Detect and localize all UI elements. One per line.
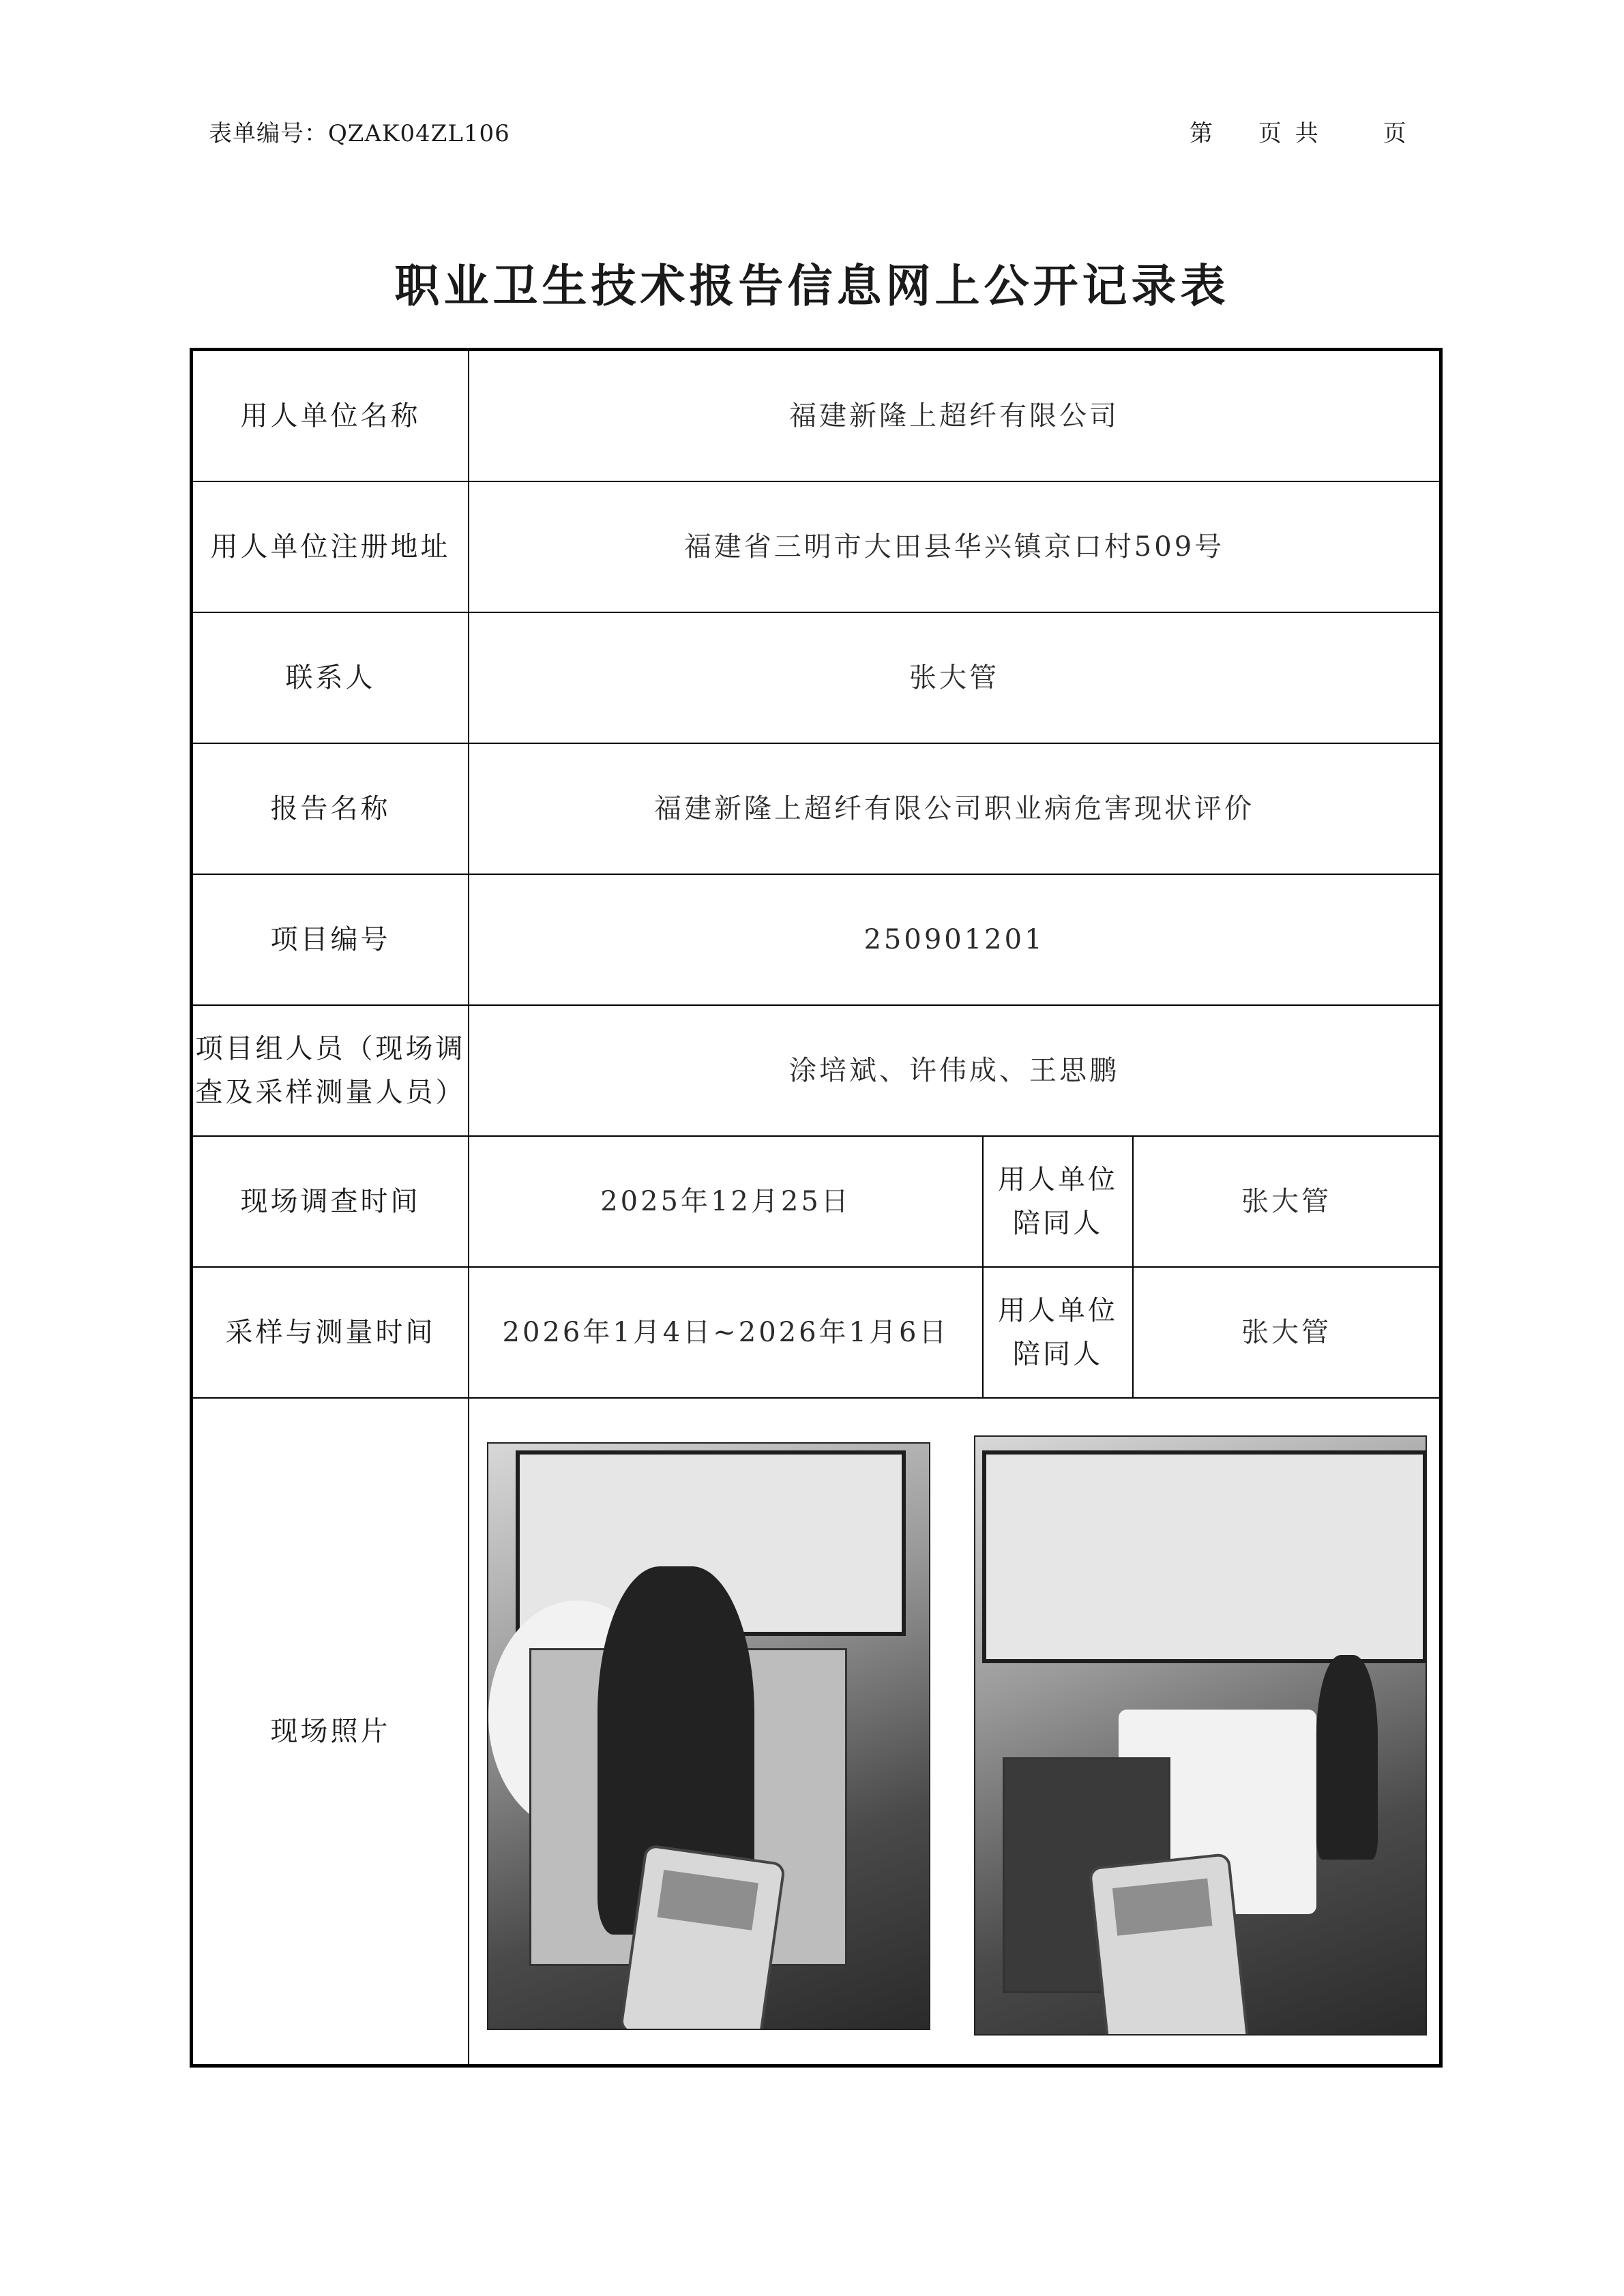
photo1-meter-screen — [658, 1870, 758, 1930]
value-report-name: 福建新隆上超纤有限公司职业病危害现状评价 — [654, 793, 1254, 824]
label-survey-accomp-line2: 陪同人 — [1013, 1208, 1103, 1239]
photo2-worker — [1316, 1655, 1378, 1860]
row-team — [193, 1006, 1439, 1137]
label-sampling-accomp-line2: 陪同人 — [1013, 1339, 1103, 1370]
photo1-sound-meter — [619, 1844, 786, 2030]
label-company-name: 用人单位名称 — [193, 351, 469, 481]
row-survey-time — [193, 1137, 1439, 1268]
label-survey-accomp-line1: 用人单位 — [998, 1164, 1118, 1195]
page-title: 职业卫生技术报告信息网上公开记录表 — [394, 260, 1230, 312]
label-team-line2: 查及采样测量人员） — [195, 1077, 466, 1108]
row-address — [193, 482, 1439, 613]
row-sampling-time — [193, 1268, 1439, 1399]
photo2-meter-screen — [1112, 1878, 1213, 1935]
value-survey-time: 2025年12月25日 — [469, 1137, 984, 1266]
value-contact: 张大管 — [909, 662, 999, 694]
value-sampling-time: 2026年1月4日~2026年1月6日 — [469, 1268, 984, 1397]
row-contact — [193, 613, 1439, 744]
photos-cell — [469, 1399, 1439, 2064]
label-contact: 联系人 — [193, 613, 469, 743]
label-address: 用人单位注册地址 — [193, 482, 469, 612]
label-sampling-time: 采样与测量时间 — [193, 1268, 469, 1397]
photo2-sound-meter — [1089, 1853, 1250, 2036]
label-team — [193, 1006, 469, 1135]
photo2-window — [982, 1450, 1427, 1663]
page-ye-gong: 页共 — [1258, 120, 1332, 147]
site-photo-2 — [974, 1435, 1427, 2036]
label-photos: 现场照片 — [193, 1399, 469, 2064]
value-survey-accomp: 张大管 — [1241, 1186, 1331, 1217]
value-sampling-accomp: 张大管 — [1241, 1317, 1331, 1348]
row-report-name — [193, 744, 1439, 875]
page-indicator — [1190, 115, 1406, 148]
record-table — [190, 348, 1443, 2068]
label-survey-accomp — [984, 1137, 1134, 1266]
label-survey-time: 现场调查时间 — [193, 1137, 469, 1266]
label-project-no: 项目编号 — [193, 875, 469, 1004]
row-photos — [193, 1399, 1439, 2064]
row-project-no — [193, 875, 1439, 1006]
site-photo-1 — [487, 1442, 930, 2030]
label-report-name: 报告名称 — [193, 744, 469, 874]
value-project-no: 250901201 — [863, 924, 1045, 955]
page-di: 第 — [1190, 120, 1213, 147]
label-team-line1: 项目组人员（现场调 — [195, 1033, 466, 1064]
form-number: 表单编号：QZAK04ZL106 — [209, 120, 510, 147]
label-sampling-accomp-line1: 用人单位 — [998, 1295, 1118, 1326]
page-ye: 页 — [1383, 120, 1406, 147]
value-address: 福建省三明市大田县华兴镇京口村509号 — [683, 531, 1225, 563]
row-company-name — [193, 351, 1439, 482]
label-sampling-accomp — [984, 1268, 1134, 1397]
value-team: 涂培斌、许伟成、王思鹏 — [789, 1055, 1119, 1086]
value-company-name: 福建新隆上超纤有限公司 — [789, 400, 1119, 432]
